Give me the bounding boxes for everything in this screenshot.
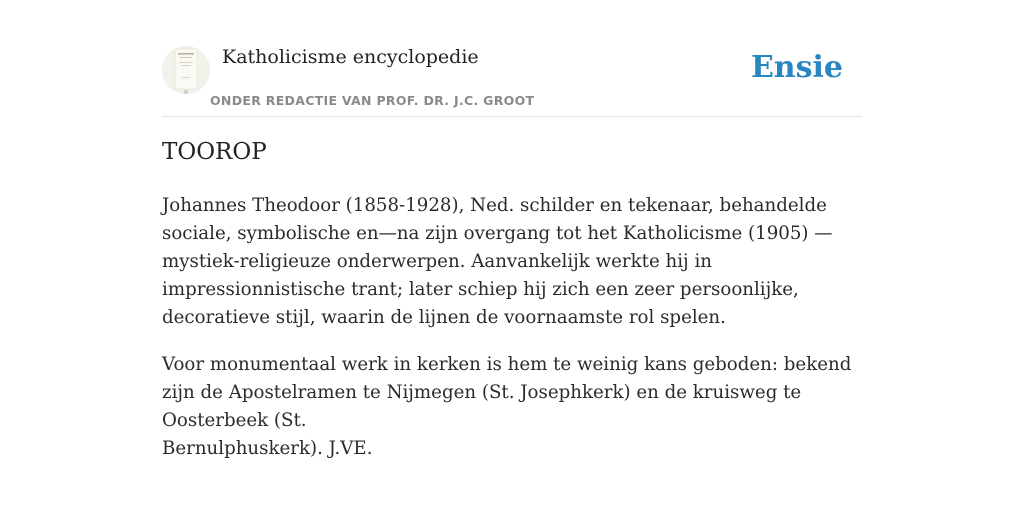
book-title[interactable]: Katholicisme encyclopedie <box>222 46 479 68</box>
ensie-logo-link[interactable]: Ensie <box>750 50 843 85</box>
book-cover-icon <box>162 46 210 94</box>
book-cover-avatar[interactable] <box>162 46 210 94</box>
header <box>162 44 862 117</box>
entry-paragraph: Johannes Theodoor (1858-1928), Ned. schilder en tekenaar, behandelde sociale, symbolische en—na zijn overgang tot het Katholicisme (1905) — mystiek-religieuze onderwerpen. Aanvankelijk werkte hij in impressionnistische trant; later schiep hij zich een zeer persoonlijke, decoratieve stijl, waarin de lijnen de voornaamste rol spelen. <box>162 195 833 328</box>
editor-line: ONDER REDACTIE VAN PROF. DR. J.C. GROOT <box>210 93 535 108</box>
entry-title: TOOROP <box>162 139 267 165</box>
entry-paragraph: Voor monumentaal werk in kerken is hem te weinig kans geboden: bekend zijn de Apostelramen te Nijmegen (St. Josephkerk) en de kruisweg te Oosterbeek (St. <box>162 354 852 431</box>
entry-signature-paragraph: Bernulphuskerk). J.VE. <box>162 438 373 459</box>
